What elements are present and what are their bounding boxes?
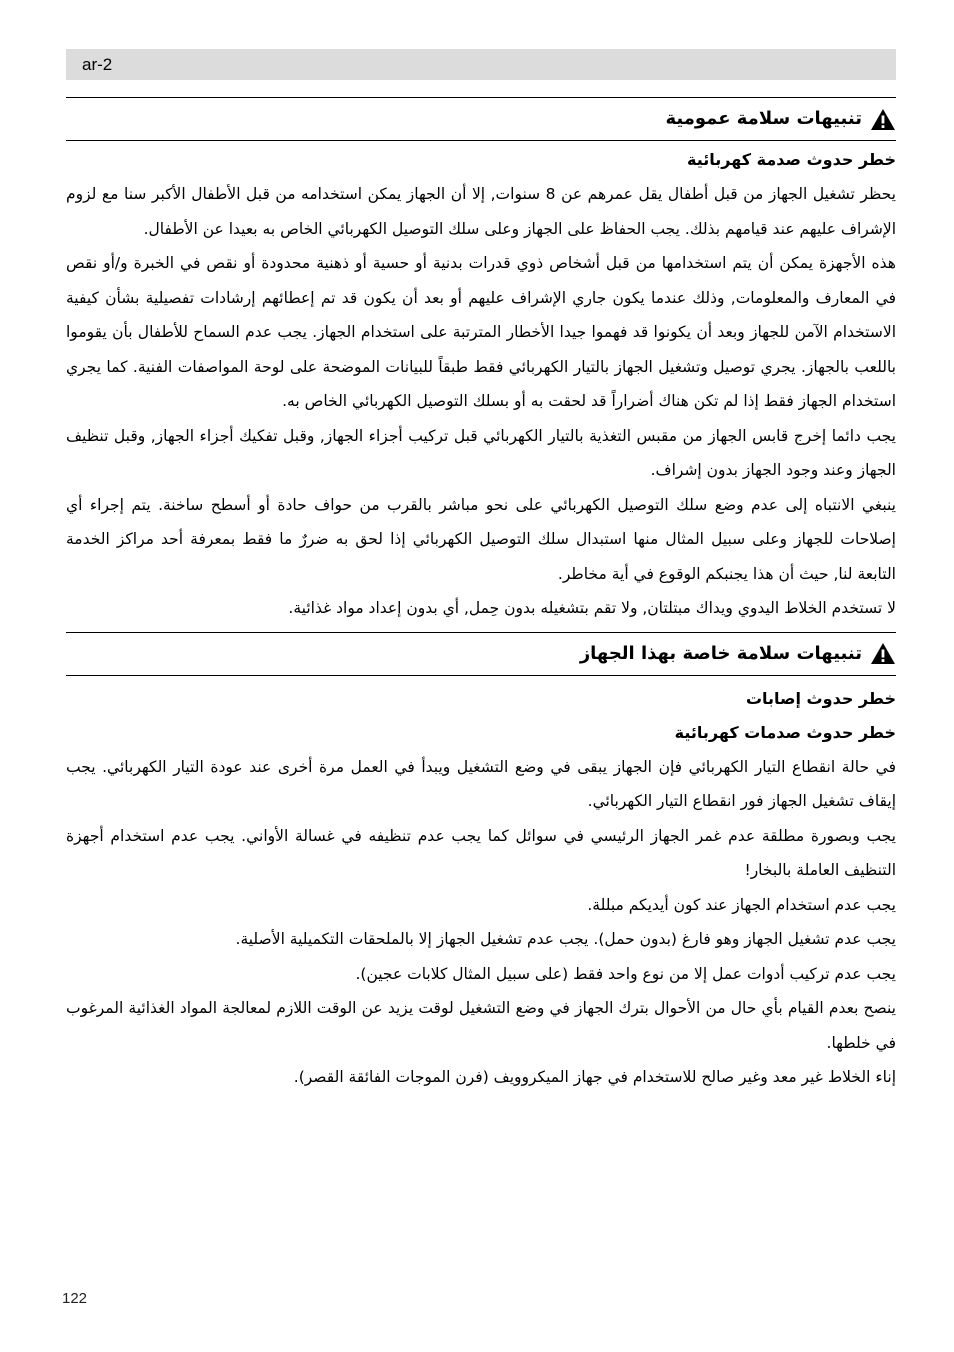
section-heading-device-safety: [66, 632, 896, 676]
warning-icon: [870, 642, 896, 665]
section-title: تنبيهات سلامة خاصة بهذا الجهاز: [579, 642, 862, 664]
sub-heading-injury: خطر حدوث إصابات: [745, 688, 896, 708]
header-bar: [66, 49, 896, 80]
paragraph: يجب عدم تركيب أدوات عمل إلا من نوع واحد فقط (على سبيل المثال كلابات عجين).: [355, 964, 896, 983]
sub-heading-electric-shock: خطر حدوث صدمة كهربائية: [687, 150, 896, 169]
paragraph: هذه الأجهزة يمكن أن يتم استخدامها من قبل أشخاص ذوي قدرات بدنية أو حسية أو ذهنية محدودة أو نقص في الخبرة و/أو نقص في المعارف والمعلومات, وذلك عندما يكون جاري الإشراف عليهم أو بعد أن يكون قد تم إعطائهم إرشادات تفصيلية بشأن كيفية الاستخدام الآمن للجهاز وبعد أن يكونوا قد فهموا جيدا الأخطار المترتبة على استخدام الجهاز. يجب عدم السماح للأطفال بأن يقوموا باللعب بالجهاز. يجري توصيل وتشغيل الجهاز بالتيار الكهربائي فقط طبقاً للبيانات الموضحة على لوحة المواصفات الفنية. كما يجري استخدام الجهاز فقط إذا لم تكن هناك أضراراً قد لحقت به أو بسلك التوصيل الكهربائي الخاص به.: [66, 254, 896, 410]
paragraph: ينبغي الانتباه إلى عدم وضع سلك التوصيل الكهربائي على نحو مباشر بالقرب من حواف حادة أو أسطح ساخنة. يتم إجراء أي إصلاحات للجهاز وعلى سبيل المثال منها استبدال سلك التوصيل الكهربائي إذا لحق به ضررٌ ما فقط بمعرفة أحد مراكز الخدمة التابعة لنا, حيث أن هذا يجنبكم الوقوع في أية مخاطر.: [66, 495, 896, 583]
section-title: تنبيهات سلامة عمومية: [665, 108, 862, 129]
section-heading-general-safety: [66, 97, 896, 141]
sub-heading-electric-shocks: خطر حدوث صدمات كهربائية: [674, 722, 896, 742]
paragraph: يجب عدم تشغيل الجهاز وهو فارغ (بدون حمل). يجب عدم تشغيل الجهاز إلا بالملحقات التكميلية الأصلية.: [235, 930, 896, 948]
page-number: 122: [62, 1290, 88, 1307]
paragraph: ينصح بعدم القيام بأي حال من الأحوال بترك الجهاز في وضع التشغيل لوقت يزيد عن الوقت اللازم لمعالجة المواد الغذائية المرغوب في خلطها.: [66, 999, 896, 1052]
paragraph: في حالة انقطاع التيار الكهربائي فإن الجهاز يبقى في وضع التشغيل ويبدأ في العمل مرة أخرى عند عودة التيار الكهربائي. يجب إيقاف تشغيل الجهاز فور انقطاع التيار الكهربائي.: [66, 757, 896, 810]
document-body: [66, 97, 896, 1095]
page-code: ar-2: [82, 55, 113, 74]
paragraph: يحظر تشغيل الجهاز من قبل أطفال يقل عمرهم عن 8 سنوات, إلا أن الجهاز يمكن استخدامه من قبل الأطفال الأكبر سنا مع لزوم الإشراف عليهم عند قيامهم بذلك. يجب الحفاظ على الجهاز وعلى سلك التوصيل الكهربائي الخاص به بعيدا عن الأطفال.: [66, 185, 896, 238]
paragraph: لا تستخدم الخلاط اليدوي ويداك مبتلتان, ولا تقم بتشغيله بدون حِمل, أي بدون إعداد مواد غذائية.: [288, 599, 896, 617]
warning-icon: [870, 108, 896, 131]
paragraph: يجب وبصورة مطلقة عدم غمر الجهاز الرئيسي في سوائل كما يجب عدم تنظيفه في غسالة الأواني. يجب عدم استخدام أجهزة التنظيف العاملة بالبخار!: [66, 826, 896, 879]
paragraph: يجب عدم استخدام الجهاز عند كون أيديكم مبللة.: [587, 895, 896, 914]
paragraph: يجب دائما إخرج قابس الجهاز من مقبس التغذية بالتيار الكهربائي قبل تركيب أجزاء الجهاز, وقبل تفكيك أجزاء الجهاز, وقبل تنظيف الجهاز وعند وجود الجهاز بدون إشراف.: [66, 426, 896, 479]
paragraph: إناء الخلاط غير معد وغير صالح للاستخدام في جهاز الميكروويف (فرن الموجات الفائقة القصر).: [293, 1068, 896, 1086]
